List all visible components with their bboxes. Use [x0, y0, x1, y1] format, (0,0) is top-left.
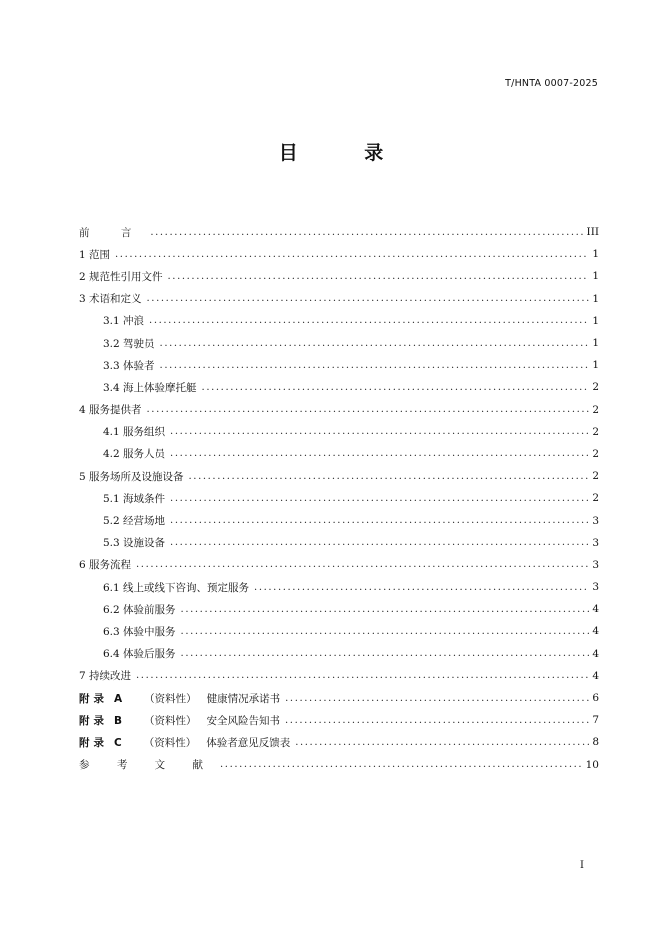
toc-entry-page: 3	[592, 536, 599, 549]
toc-entry[interactable]	[79, 443, 599, 465]
toc-leader-dots	[170, 448, 589, 459]
toc-entry-page: 3	[592, 581, 599, 594]
toc-entry-page: 1	[592, 248, 599, 261]
toc-leader-dots	[149, 315, 589, 326]
toc-entry-label: 5 服务场所及设施设备	[79, 470, 184, 483]
toc-entry[interactable]	[79, 487, 599, 509]
toc-entry-label: 4.1 服务组织	[103, 426, 166, 439]
toc-entry[interactable]	[79, 554, 599, 576]
toc-leader-dots	[189, 471, 590, 482]
toc-leader-dots	[150, 227, 583, 238]
toc-entry[interactable]	[79, 532, 599, 554]
appendix-title: 安全风险告知书	[206, 714, 281, 727]
toc-entry[interactable]	[79, 354, 599, 376]
table-of-contents	[79, 221, 599, 776]
toc-entry-label: 3.1 冲浪	[103, 315, 145, 328]
toc-leader-dots	[160, 360, 590, 371]
references-label: 参 考 文 献	[79, 759, 216, 772]
appendix-prefix: 附录	[79, 736, 108, 749]
toc-entry[interactable]	[79, 288, 599, 310]
toc-entry-page: 1	[592, 292, 599, 305]
page-number: I	[580, 860, 584, 871]
toc-entry-label: 5.3 设施设备	[103, 537, 166, 550]
toc-entry-label: 5.2 经营场地	[103, 515, 166, 528]
toc-entry-label: 2 规范性引用文件	[79, 270, 163, 283]
toc-entry[interactable]	[79, 399, 599, 421]
toc-entry[interactable]	[79, 620, 599, 642]
toc-entry-page: 2	[592, 470, 599, 483]
toc-appendix-entry[interactable]	[79, 731, 599, 753]
toc-leader-dots	[181, 604, 590, 615]
toc-leader-dots	[220, 759, 583, 770]
appendix-title: 健康情况承诺书	[206, 692, 281, 705]
toc-entry-page: 4	[592, 669, 599, 682]
toc-leader-dots	[295, 737, 589, 748]
toc-entry-page: 3	[592, 558, 599, 571]
toc-entry[interactable]	[79, 332, 599, 354]
toc-leader-dots	[147, 404, 590, 415]
toc-entry-label: 3.4 海上体验摩托艇	[103, 381, 197, 394]
appendix-kind: （资料性）	[144, 714, 197, 727]
document-id: T/HNTA 0007-2025	[505, 78, 598, 89]
toc-entry[interactable]	[79, 643, 599, 665]
toc-leader-dots	[170, 537, 589, 548]
appendix-label	[79, 691, 282, 706]
toc-leader-dots	[160, 338, 590, 349]
toc-entry-page: 2	[592, 425, 599, 438]
appendix-kind: （资料性）	[143, 736, 197, 749]
toc-entry[interactable]	[79, 421, 599, 443]
toc-leader-dots	[115, 249, 589, 260]
appendix-label	[79, 713, 282, 728]
toc-entry-label: 4 服务提供者	[79, 404, 142, 417]
toc-entry-page: 2	[592, 492, 599, 505]
toc-entry-page: 4	[592, 647, 599, 660]
toc-entry-page: 10	[585, 758, 599, 771]
page-title: 目 录	[278, 142, 414, 164]
toc-entry-page: III	[586, 226, 599, 239]
toc-leader-dots	[136, 670, 589, 681]
toc-entry-label: 6 服务流程	[79, 559, 132, 572]
toc-leader-dots	[168, 271, 590, 282]
toc-entry-page: 4	[592, 625, 599, 638]
toc-entry-page: 1	[592, 359, 599, 372]
toc-entry-label: 6.1 线上或线下咨询、预定服务	[103, 581, 250, 594]
appendix-title: 体验者意见反馈表	[206, 736, 291, 749]
toc-entry-label: 7 持续改进	[79, 670, 132, 683]
toc-leader-dots	[147, 293, 590, 304]
toc-entry-page: 3	[592, 514, 599, 527]
toc-entry-page: 1	[592, 270, 599, 283]
appendix-letter: A	[114, 692, 123, 705]
appendix-letter: B	[114, 714, 123, 727]
toc-entry-page: 2	[592, 381, 599, 394]
toc-leader-dots	[136, 559, 589, 570]
toc-entry[interactable]	[79, 376, 599, 398]
appendix-prefix: 附录	[79, 692, 108, 705]
toc-entry-page: 7	[592, 714, 599, 727]
toc-entry-label: 3 术语和定义	[79, 293, 142, 306]
toc-entry-page: 6	[592, 692, 599, 705]
toc-entry-label: 3.2 驾驶员	[103, 337, 155, 350]
toc-entry[interactable]	[79, 243, 599, 265]
toc-entry-page: 4	[592, 603, 599, 616]
toc-entry-label: 3.3 体验者	[103, 359, 155, 372]
toc-entry-label: 前 言	[79, 226, 146, 239]
toc-entry[interactable]	[79, 310, 599, 332]
toc-leader-dots	[170, 426, 589, 437]
toc-entry-page: 1	[592, 314, 599, 327]
toc-entry-page: 8	[592, 736, 599, 749]
toc-entry-label: 6.4 体验后服务	[103, 648, 176, 661]
toc-entry[interactable]	[79, 576, 599, 598]
toc-entry-page: 2	[592, 447, 599, 460]
toc-leader-dots	[285, 715, 589, 726]
toc-leader-dots	[202, 382, 590, 393]
toc-entry-page: 1	[592, 337, 599, 350]
toc-entry[interactable]	[79, 665, 599, 687]
toc-leader-dots	[285, 693, 589, 704]
toc-appendix-entry[interactable]	[79, 687, 599, 709]
toc-entry[interactable]	[79, 221, 599, 243]
toc-references-entry[interactable]	[79, 754, 599, 776]
toc-entry-label: 1 范围	[79, 248, 111, 261]
toc-entry-label: 6.3 体验中服务	[103, 625, 176, 638]
toc-leader-dots	[170, 493, 589, 504]
appendix-kind: （资料性）	[144, 692, 197, 705]
appendix-letter: C	[114, 736, 122, 749]
toc-entry[interactable]	[79, 509, 599, 531]
toc-entry-label: 6.2 体验前服务	[103, 603, 176, 616]
appendix-prefix: 附录	[79, 714, 108, 727]
toc-leader-dots	[170, 515, 589, 526]
toc-leader-dots	[181, 626, 590, 637]
toc-leader-dots	[254, 582, 589, 593]
toc-entry-label: 5.1 海域条件	[103, 492, 166, 505]
toc-leader-dots	[181, 648, 590, 659]
toc-entry-label: 4.2 服务人员	[103, 448, 166, 461]
toc-entry[interactable]	[79, 265, 599, 287]
toc-entry-page: 2	[592, 403, 599, 416]
toc-entry[interactable]	[79, 598, 599, 620]
toc-appendix-entry[interactable]	[79, 709, 599, 731]
appendix-label	[79, 735, 292, 750]
toc-entry[interactable]	[79, 465, 599, 487]
